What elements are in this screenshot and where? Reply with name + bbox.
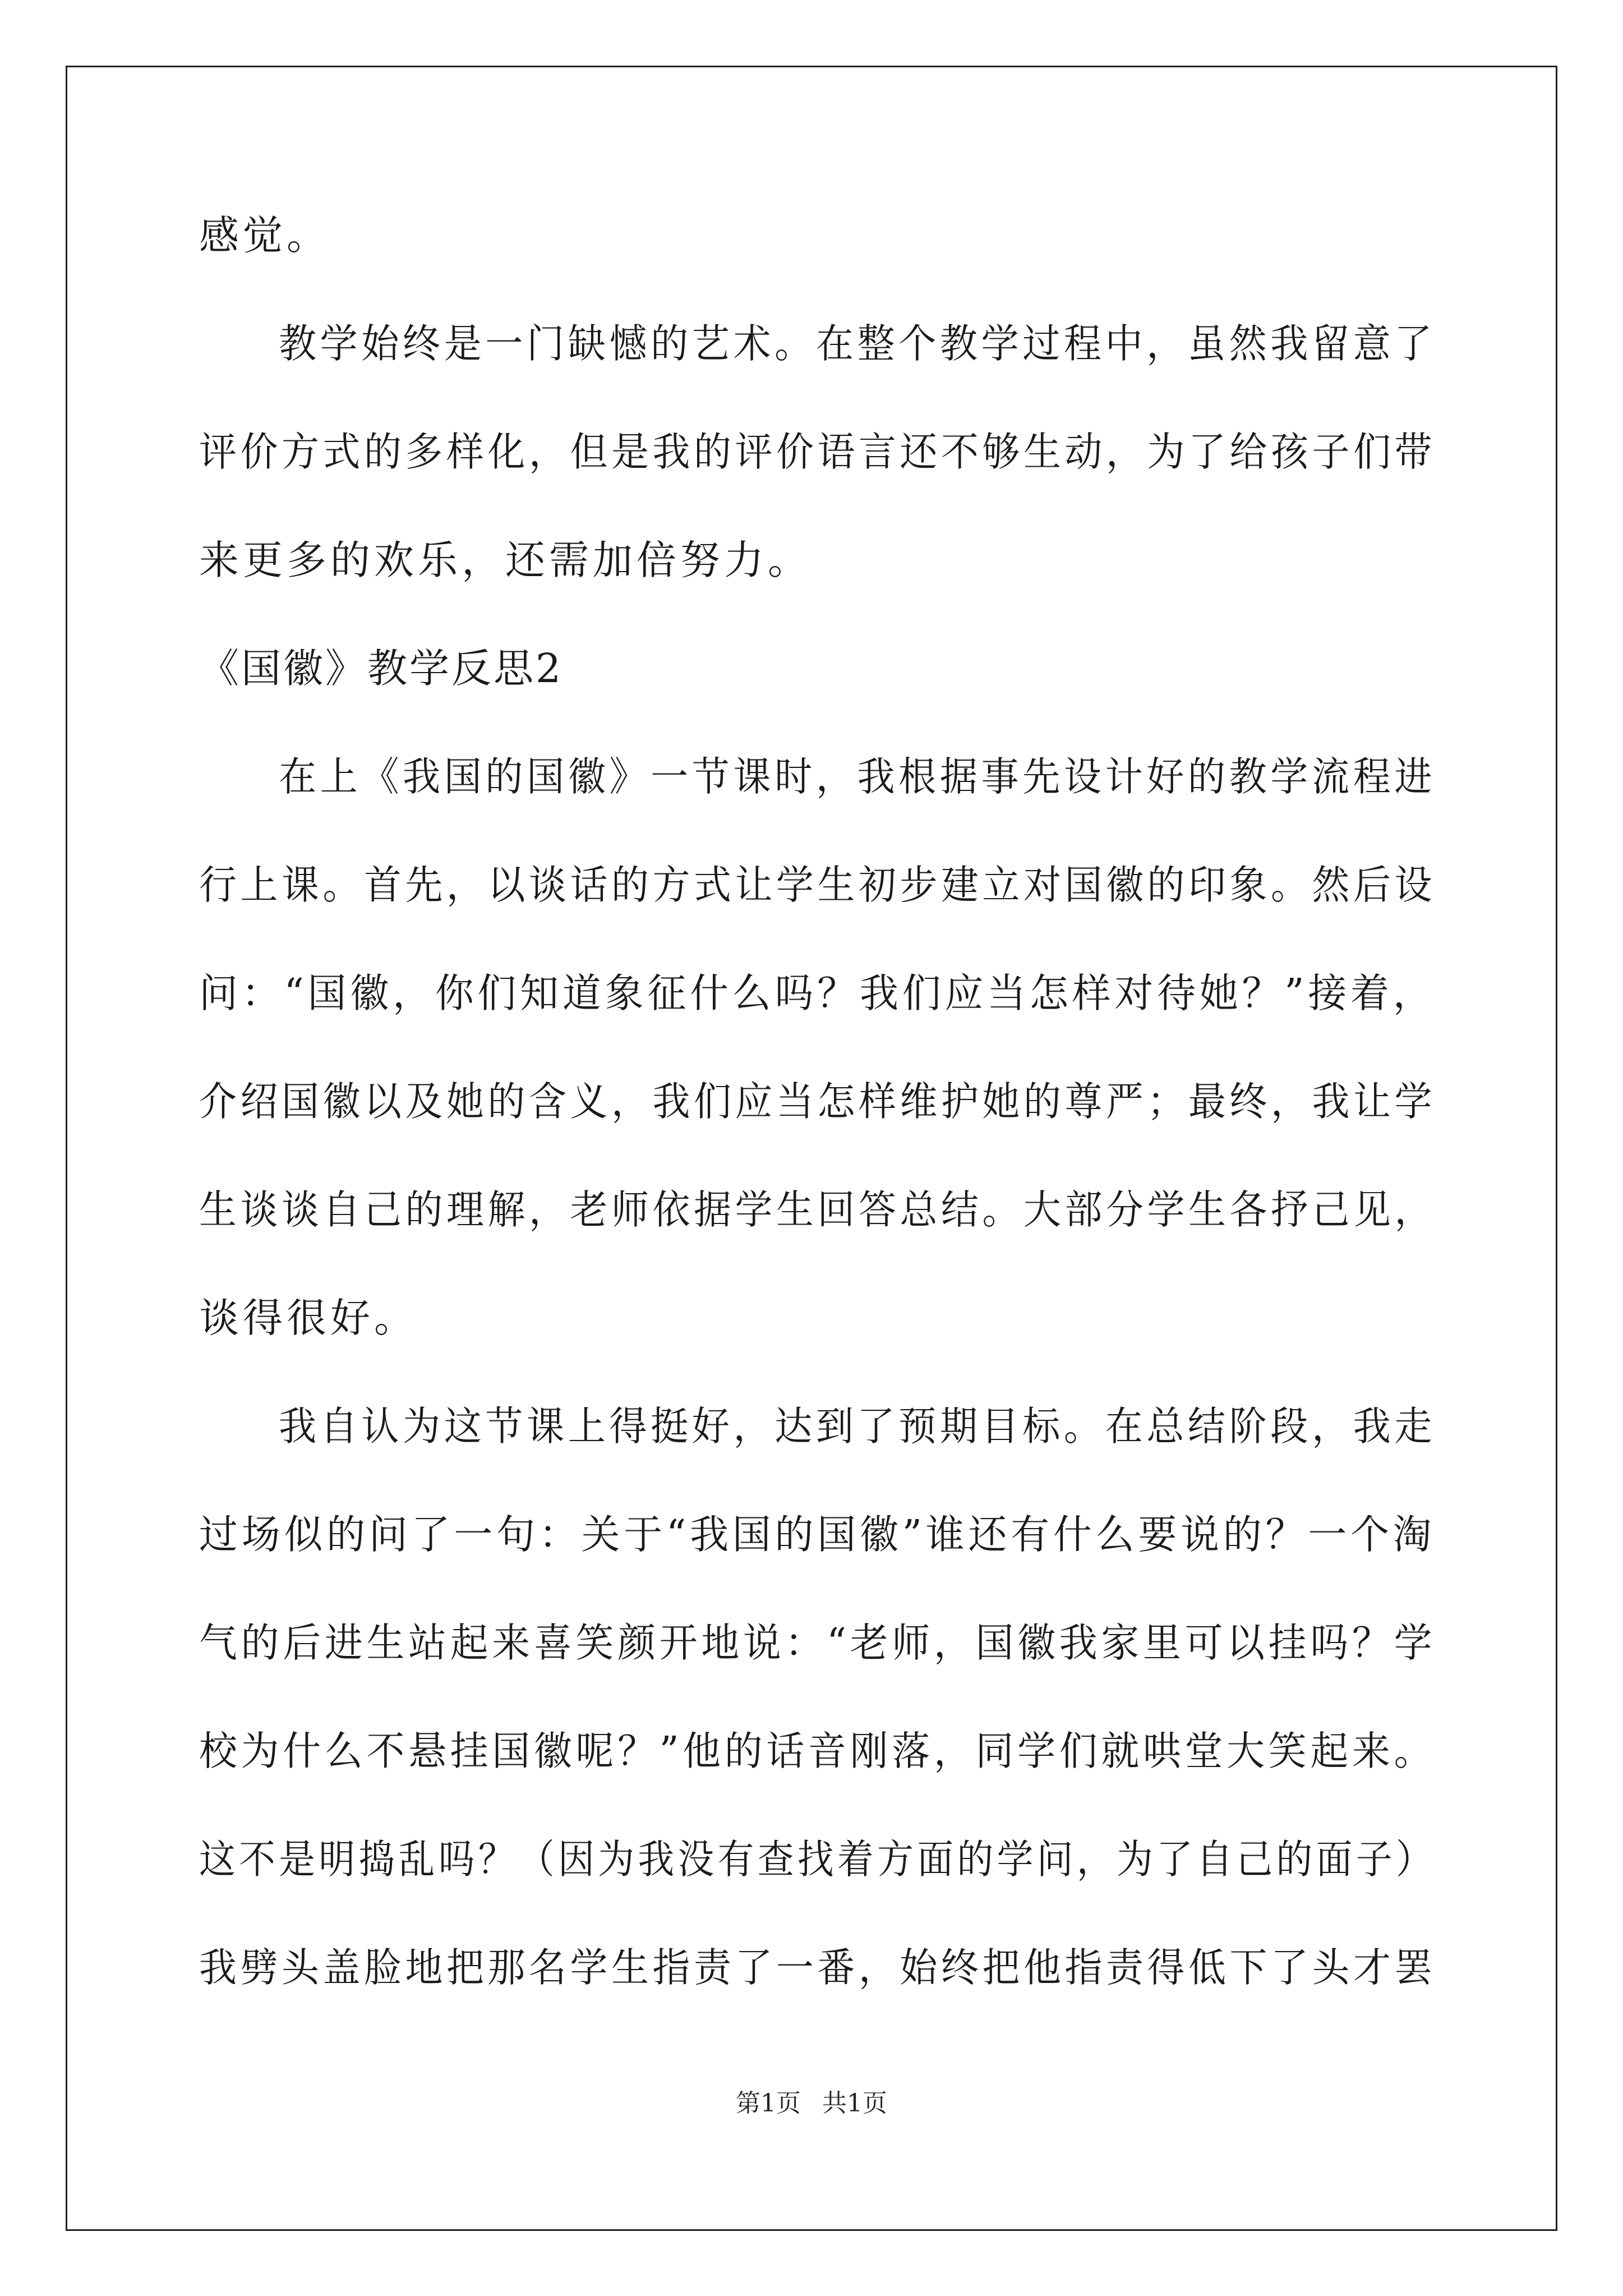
paragraph-line: 我自认为这节课上得挺好，达到了预期目标。在总结阶段，我走 (279, 1403, 1436, 1450)
paragraph-line: 过场似的问了一句：关于“我国的国徽”谁还有什么要说的？一个淘 (199, 1511, 1436, 1558)
page-number: 第1页 (736, 2089, 801, 2118)
page-total: 共1页 (822, 2089, 887, 2118)
paragraph-line: 生谈谈自己的理解，老师依据学生回答总结。大部分学生各抒己见， (199, 1186, 1436, 1233)
paragraph-line: 行上课。首先，以谈话的方式让学生初步建立对国徽的印象。然后设 (199, 862, 1436, 908)
paragraph-line: 在上《我国的国徽》一节课时，我根据事先设计好的教学流程进 (279, 753, 1436, 800)
page-border (66, 66, 1557, 2231)
paragraph-line: 我劈头盖脸地把那名学生指责了一番，始终把他指责得低下了头才罢 (199, 1944, 1436, 1991)
paragraph-line: 教学始终是一门缺憾的艺术。在整个教学过程中，虽然我留意了 (279, 320, 1436, 367)
paragraph-line: 来更多的欢乐，还需加倍努力。 (199, 537, 812, 583)
section-heading: 《国徽》教学反思2 (199, 645, 564, 692)
paragraph-line: 这不是明捣乱吗？（因为我没有查找着方面的学问，为了自己的面子） (199, 1836, 1436, 1883)
page-footer (0, 2087, 1623, 2120)
paragraph-line: 校为什么不悬挂国徽呢？”他的话音刚落，同学们就哄堂大笑起来。 (199, 1728, 1436, 1774)
paragraph-line: 评价方式的多样化，但是我的评价语言还不够生动，为了给孩子们带 (199, 429, 1436, 475)
paragraph-line: 问：“国徽，你们知道象征什么吗？我们应当怎样对待她？”接着， (199, 970, 1436, 1016)
paragraph-line: 气的后进生站起来喜笑颜开地说：“老师，国徽我家里可以挂吗？学 (199, 1619, 1436, 1666)
paragraph-line: 介绍国徽以及她的含义，我们应当怎样维护她的尊严；最终，我让学 (199, 1078, 1436, 1125)
paragraph-line: 谈得很好。 (199, 1295, 418, 1341)
paragraph-line: 感觉。 (199, 212, 331, 259)
